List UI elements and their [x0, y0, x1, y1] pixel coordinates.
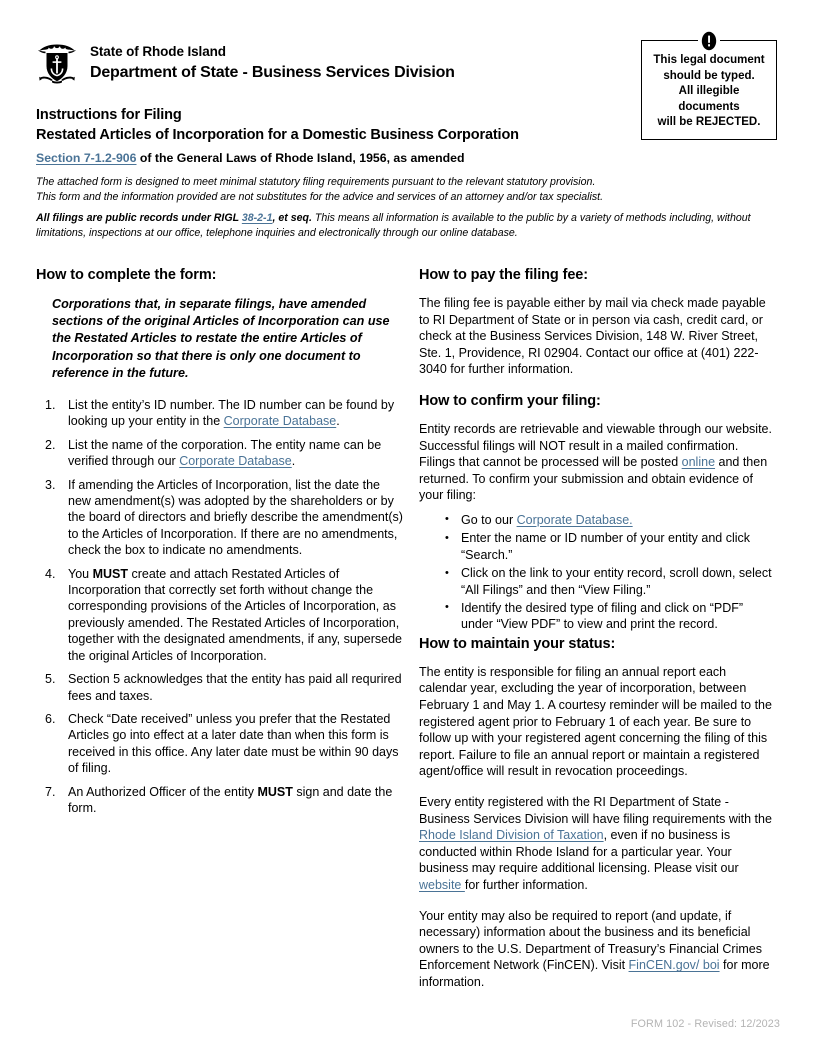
- maintain-paragraph-1: The entity is responsible for filing an annual report each calendar year, excluding the year of incorporation, between February 1 and May 1. A courtesy reminder will be mailed to the registered agent prior to February 1 of each year. Be sure to follow up with your registered agent concerning the filing of this report. Failure to file an annual report or maintain a registered agent/office will result in revocation proceedings.: [419, 664, 772, 779]
- list-item: [445, 600, 777, 633]
- public-records-rest: This means all information is available to the public by a variety of methods including, without limitations, inspections at our office, telephone inquiries and electronically through our online database.: [36, 212, 751, 239]
- state-name: State of Rhode Island: [90, 44, 226, 59]
- division-of-taxation-link[interactable]: Rhode Island Division of Taxation: [419, 828, 604, 843]
- list-item: [36, 566, 404, 664]
- list-item: [36, 437, 404, 470]
- item-text-post: .: [291, 454, 296, 469]
- item-text-pre: Section 5 acknowledges that the entity has paid all requrired fees and taxes.: [68, 672, 402, 703]
- public-records-lead: All filings are public records under RIGL: [36, 212, 242, 224]
- fincen-text-pre: Your entity may also be required to report (and update, if necessary) information about the business and its beneficial owners to the U.S. Department of Treasury’s Financial Crimes Enforcement Network (FinCEN). Visit: [419, 908, 762, 973]
- form-footer: FORM 102 - Revised: 12/2023: [630, 1018, 780, 1030]
- how-to-confirm-heading: How to confirm your filing:: [419, 392, 601, 409]
- rhode-island-state-seal-icon: [36, 42, 78, 86]
- legal-document-warning-box: [641, 40, 777, 140]
- list-item: [445, 530, 777, 563]
- warning-line-4: documents: [678, 100, 740, 113]
- department-name: Department of State - Business Services Division: [90, 64, 455, 81]
- item-text-pre: List the name of the corporation. The entity name can be verified through our: [68, 437, 382, 469]
- online-link[interactable]: online: [681, 455, 716, 470]
- maintain-text-mid: , even if no business is conducted within Rhode Island for a particular year. Your business may require additional licensing. Please visit our: [419, 828, 739, 876]
- corporate-database-link[interactable]: Corporate Database: [223, 414, 337, 429]
- disclaimer-line-2: This form and the information provided are not substitutes for the advice and services of an attorney and/or tax specialist.: [36, 190, 604, 203]
- website-link[interactable]: website: [419, 877, 465, 892]
- how-to-complete-intro: Corporations that, in separate filings, have amended sections of the original Articles of Incorporation can use the Restated Articles to restate the entire Articles of Incorporation so that there is only one document to reference in the future.: [52, 297, 390, 380]
- instruction-list: [36, 397, 404, 816]
- fincen-text-post: for more information.: [419, 958, 770, 989]
- list-item: [445, 565, 777, 598]
- item-text-pre: List the entity’s ID number. The ID number can be found by looking up your entity in the: [68, 398, 395, 429]
- bullet-text-pre: Enter the name or ID number of your entity and click “Search.”: [461, 531, 751, 562]
- how-to-maintain-heading: How to maintain your status:: [419, 635, 616, 652]
- how-to-confirm-body: [419, 421, 777, 504]
- how-to-pay-body: The filing fee is payable either by mail via check made payable to RI Department of State or in person via cash, credit card, or check at the Business Services Division, 148 W. River Street, Ste. 1, Providence, RI 02904. Contact our office at (401) 222-3040 for further information.: [419, 296, 766, 377]
- disclaimer-text: [36, 175, 756, 204]
- warning-line-1: This legal document: [653, 54, 765, 66]
- item-text-post: sign and date the form.: [68, 784, 393, 815]
- list-item: [36, 671, 404, 704]
- item-text-post: create and attach Restated Articles of Incorporation that correctly set forth without change the corresponding provisions of the Articles of Incorporation, as previously amended. The Restated Articles of Incorporation, together with the designated amendments, if any, supersede the original Articles of Incorporation.: [68, 566, 403, 663]
- page-title-line-1: Instructions for Filing: [36, 107, 182, 123]
- list-item: [36, 784, 404, 817]
- confirm-body-part-1: Entity records are retrievable and viewable through our website. Successful filings will NOT result in a mailed confirmation. Filings that cannot be processed will be posted: [419, 421, 772, 470]
- bullet-text-pre: Identify the desired type of filing and click on “PDF” under “View PDF” to view and print the record.: [461, 600, 744, 632]
- bullet-text-pre: Click on the link to your entity record, scroll down, select “All Filings” and then “View Filing.”: [461, 566, 772, 597]
- statute-reference: [36, 150, 465, 166]
- page-title-line-2: Restated Articles of Incorporation for a Domestic Business Corporation: [36, 126, 519, 143]
- item-emphasis-must: MUST: [257, 784, 293, 799]
- maintain-text-pre: Every entity registered with the RI Department of State - Business Services Division will have filing requirements with the: [419, 794, 772, 826]
- list-item: [36, 477, 404, 559]
- maintain-paragraph-3: [419, 908, 777, 991]
- statute-link[interactable]: Section 7-1.2-906: [36, 151, 137, 165]
- list-item: [36, 711, 404, 777]
- agency-text-block: [90, 40, 455, 84]
- how-to-complete-heading: How to complete the form:: [36, 267, 217, 283]
- warning-line-3: All illegible: [678, 85, 740, 97]
- right-column: [419, 266, 777, 1004]
- confirm-steps-list: [419, 512, 777, 633]
- list-item: [36, 397, 404, 430]
- exclamation-circle-icon: [698, 29, 720, 53]
- item-text-pre: An Authorized Officer of the entity: [68, 784, 258, 799]
- statute-reference-rest: of the General Laws of Rhode Island, 1956, as amended: [136, 151, 465, 165]
- item-text-pre: If amending the Articles of Incorporation, list the date the new amendment(s) was adopted by the shareholders or by the board of directors and briefly describe the amendment(s) to the Articles of Incorporation. If there are no amendments, check the box to indicate no amendments.: [68, 477, 403, 558]
- page-title: [36, 106, 519, 145]
- maintain-text-post: for further information.: [464, 877, 588, 892]
- corporate-database-link[interactable]: Corporate Database.: [516, 512, 633, 527]
- public-records-notice: [36, 211, 760, 240]
- list-item: [445, 512, 777, 528]
- corporate-database-link[interactable]: Corporate Database: [179, 454, 292, 469]
- bullet-text-pre: Go to our: [461, 512, 517, 527]
- fincen-boi-link[interactable]: FinCEN.gov/ boi: [628, 958, 720, 973]
- warning-line-5: will be REJECTED.: [657, 116, 761, 128]
- item-text-post: .: [336, 414, 340, 429]
- item-emphasis-must: MUST: [92, 566, 128, 581]
- rigl-38-2-1-link[interactable]: 38-2-1: [241, 212, 273, 224]
- item-text-pre: Check “Date received” unless you prefer that the Restated Articles go into effect at a later date than when this form is received in this office. Any later date must be within 90 days of filing.: [68, 711, 399, 776]
- confirm-body-part-2: and then returned. To confirm your submission and obtain evidence of your filing:: [419, 455, 768, 503]
- how-to-pay-heading: How to pay the filing fee:: [419, 267, 588, 283]
- agency-header: [36, 40, 455, 86]
- warning-line-2: should be typed.: [663, 69, 755, 82]
- item-text-pre: You: [68, 566, 93, 581]
- maintain-paragraph-2: [419, 794, 777, 894]
- disclaimer-line-1: The attached form is designed to meet minimal statutory filing requirements pursuant to the relevant statutory provision.: [36, 176, 596, 188]
- left-column: [36, 266, 404, 823]
- public-records-lead-end: , et seq.: [272, 212, 312, 224]
